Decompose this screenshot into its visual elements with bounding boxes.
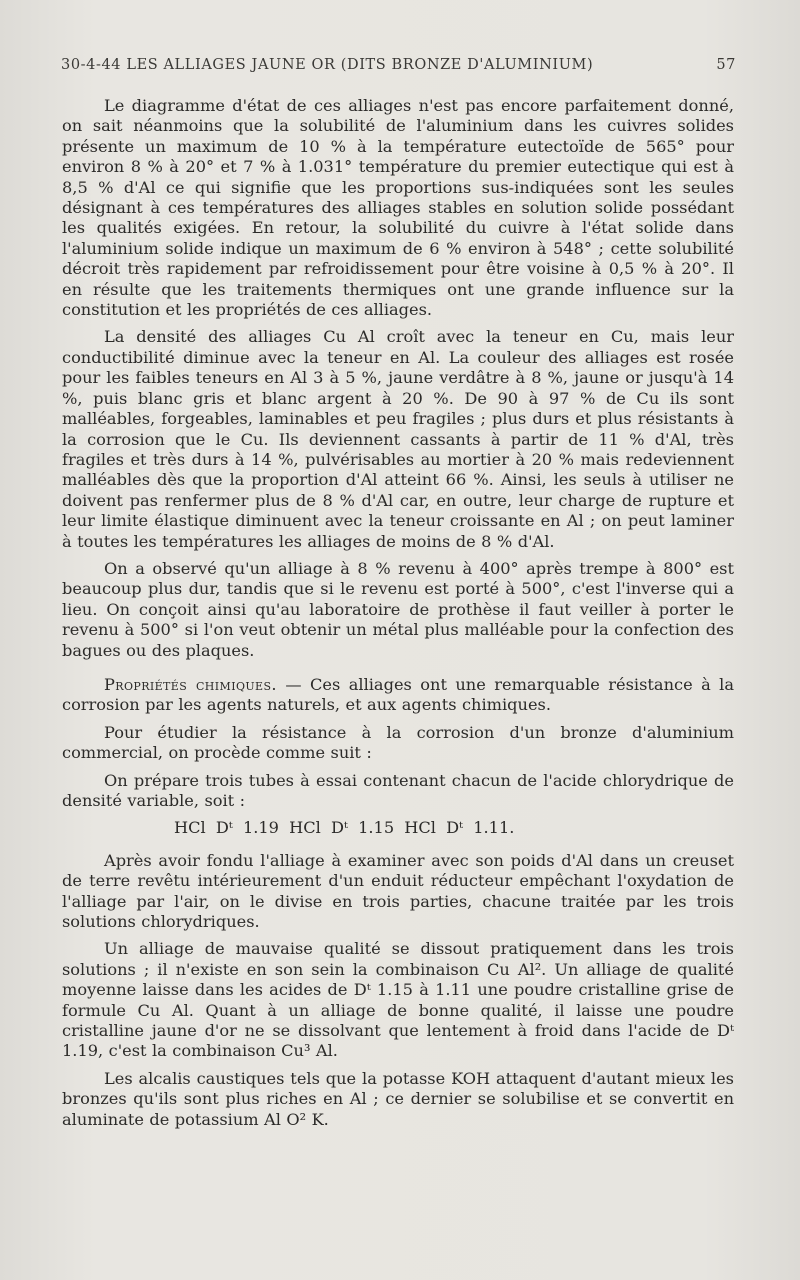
- paragraph-heat-treatment: On a observé qu'un alliage à 8 % revenu à 400° après trempe à 800° est beaucoup plus dur, tandis que si le revenu est porté à 500°, c'est l'inverse qui a lieu. On conçoit ainsi qu'au laboratoire de prothèse il faut veiller à porter le revenu à 500° si l'on veut obtenir un métal plus malléable pour la confection des bagues ou des plaques.: [62, 558, 734, 660]
- paragraph-phase-diagram: Le diagramme d'état de ces alliages n'est pas encore parfaitement donné, on sait néanmoins que la solubilité de l'aluminium dans les cuivres solides présente un maximum de 10 % à la température eutectoïde de 565° pour environ 8 % à 20° et 7 % à 1.031° température du premier eutectique qui est à 8,5 % d'Al ce qui signifie que les proportions sus-indiquées sont les seules désignant à ces températures des alliages stables en solution solide possédant les qualités exigées. En retour, la solubilité du cuivre à l'état solide dans l'aluminium solide indique un maximum de 6 % environ à 548° ; cette solubilité décroit très rapidement par refroidissement pour être voisine à 0,5 % à 20°. Il en résulte que les traitements thermiques ont une grande influence sur la constitution et les propriétés de ces alliages.: [62, 96, 734, 320]
- body-text: [62, 96, 734, 1137]
- section-heading: Propriétés chimiques.: [104, 674, 277, 694]
- acid-densities-formula: HCl Dᵗ 1.19 HCl Dᵗ 1.15 HCl Dᵗ 1.11.: [174, 818, 515, 838]
- running-head: 30-4-44 LES ALLIAGES JAUNE OR (DITS BRONZE D'ALUMINIUM): [61, 57, 594, 73]
- paragraph-caustic-alkalis: Les alcalis caustiques tels que la potasse KOH attaquent d'autant mieux les bronzes qu'ils sont plus riches en Al ; ce dernier se solubilise et se convertit en aluminate de potassium Al O² K.: [62, 1068, 734, 1129]
- paragraph-density-color: La densité des alliages Cu Al croît avec la teneur en Cu, mais leur conductibilité diminue avec la teneur en Al. La couleur des alliages est rosée pour les faibles teneurs en Al 3 à 5 %, jaune verdâtre à 8 %, jaune or jusqu'à 14 %, puis blanc gris et blanc argent à 20 %. De 90 à 97 % de Cu ils sont malléables, forgeables, laminables et peu fragiles ; plus durs et plus résistants à la corrosion que le Cu. Ils deviennent cassants à partir de 11 % d'Al, très fragiles et très durs à 14 %, pulvérisables au mortier à 20 % mais redeviennent malléables dès que la proportion d'Al atteint 66 %. Ainsi, les seuls à utiliser ne doivent pas renfermer plus de 8 % d'Al car, en outre, leur charge de rupture et leur limite élastique diminuent avec la teneur croissante en Al ; on peut laminer à toutes les températures les alliages de moins de 8 % d'Al.: [62, 327, 734, 551]
- paragraph-melting-procedure: Après avoir fondu l'alliage à examiner avec son poids d'Al dans un creuset de terre revêtu intérieurement d'un enduit réducteur empêchant l'oxydation de l'alliage par l'air, on le divise en trois parties, chacune traitée par les trois solutions chlorydriques.: [62, 850, 734, 932]
- paragraph-test-tubes: On prépare trois tubes à essai contenant chacun de l'acide chlorydrique de densité variable, soit :: [62, 770, 734, 810]
- paragraph-corrosion-study: Pour étudier la résistance à la corrosion d'un bronze d'aluminium commercial, on procède comme suit :: [62, 722, 734, 763]
- section-intro-text: — Ces alliages ont une remarquable résistance à la corrosion par les agents naturels, et aux agents chimiques.: [62, 674, 735, 715]
- paragraph-quality-results: Un alliage de mauvaise qualité se dissout pratiquement dans les trois solutions ; il n'existe en son sein la combinaison Cu Al². Un alliage de qualité moyenne laisse dans les acides de Dᵗ 1.15 à 1.11 une poudre cristalline grise de formule Cu Al. Quant à un alliage de bonne qualité, il laisse une poudre cristalline jaune d'or ne se dissolvant que lentement à froid dans l'acide de Dᵗ 1.19, c'est la combinaison Cu³ Al.: [62, 939, 734, 1061]
- paragraph-chemical-properties: [62, 675, 734, 716]
- page-number: 57: [716, 57, 736, 73]
